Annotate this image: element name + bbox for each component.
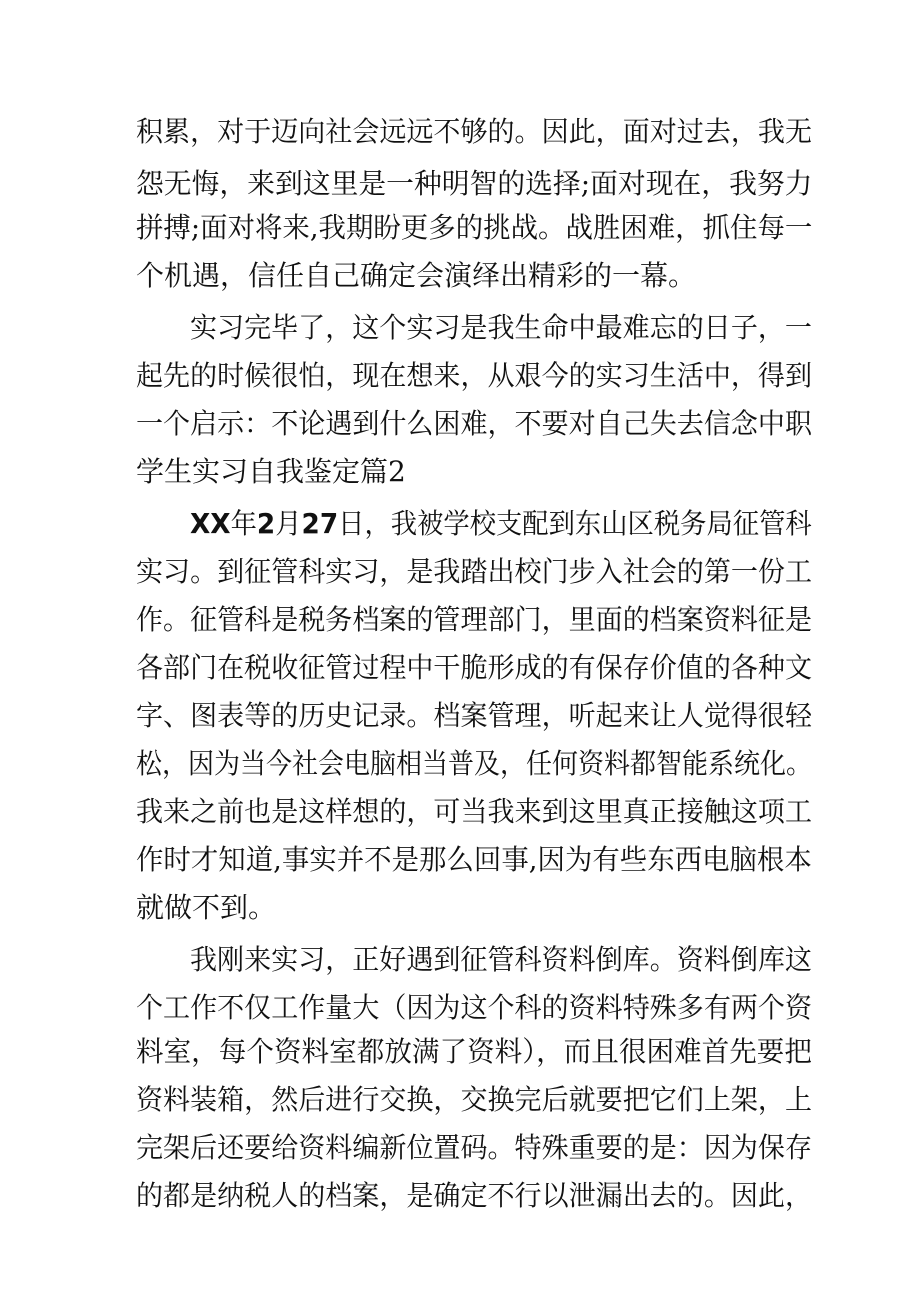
day-text: 27	[301, 507, 339, 540]
text-line: 个工作不仅工作量大（因为这个科的资料特殊多有两个资	[136, 991, 813, 1024]
text-line: 料室，每个资料室都放满了资料），而且很困难首先要把	[136, 1035, 812, 1068]
text-line: 作时才知道,事实并不是那么回事,因为有些东西电脑根本	[136, 843, 812, 876]
text-line: 实习。到征管科实习，是我踏出校门步入社会的第一份工	[136, 555, 813, 588]
text-line: 起先的时候很怕，现在想来，从艰今的实习生活中，得到	[136, 359, 813, 392]
text-line: 怨无悔，来到这里是一种明智的选择;面对现在，我努力	[136, 167, 813, 200]
text-line: 就做不到。	[136, 891, 277, 924]
month-text: 2	[256, 507, 276, 540]
text-fragment: 日，我被学校支配到东山区税务局征管科	[338, 507, 812, 540]
text-fragment: 月	[275, 507, 302, 540]
text-line: 我刚来实习，正好遇到征管科资料倒库。资料倒库这	[190, 943, 812, 976]
text-line: 学生实习自我鉴定篇2	[136, 455, 406, 488]
paragraph-heading-line	[190, 506, 812, 542]
year-text: XX	[190, 507, 231, 540]
text-line: 实习完毕了，这个实习是我生命中最难忘的日子，一	[190, 311, 812, 344]
text-line: 个机遇，信任自己确定会演绎出精彩的一幕。	[136, 259, 697, 292]
text-line: 的都是纳税人的档案，是确定不行以泄漏出去的。因此，	[136, 1179, 813, 1212]
text-line: 拼搏;面对将来,我期盼更多的挑战。战胜困难，抓住每一	[136, 211, 813, 244]
text-line: 松，因为当今社会电脑相当普及，任何资料都智能系统化。	[136, 747, 813, 780]
text-line: 我来之前也是这样想的，可当我来到这里真正接触这项工	[136, 795, 813, 828]
text-line: 各部门在税收征管过程中干脆形成的有保存价值的各种文	[136, 651, 813, 684]
text-line: 积累，对于迈向社会远远不够的。因此，面对过去，我无	[136, 115, 813, 148]
text-fragment: 年	[230, 507, 257, 540]
text-line: 作。征管科是税务档案的管理部门，里面的档案资料征是	[136, 603, 813, 636]
text-line: 资料装箱，然后进行交换，交换完后就要把它们上架，上	[136, 1083, 813, 1116]
text-line: 字、图表等的历史记录。档案管理，听起来让人觉得很轻	[136, 699, 813, 732]
text-line: 一个启示：不论遇到什么困难，不要对自己失去信念中职	[136, 407, 813, 440]
text-line: 完架后还要给资料编新位置码。特殊重要的是：因为保存	[136, 1131, 813, 1164]
